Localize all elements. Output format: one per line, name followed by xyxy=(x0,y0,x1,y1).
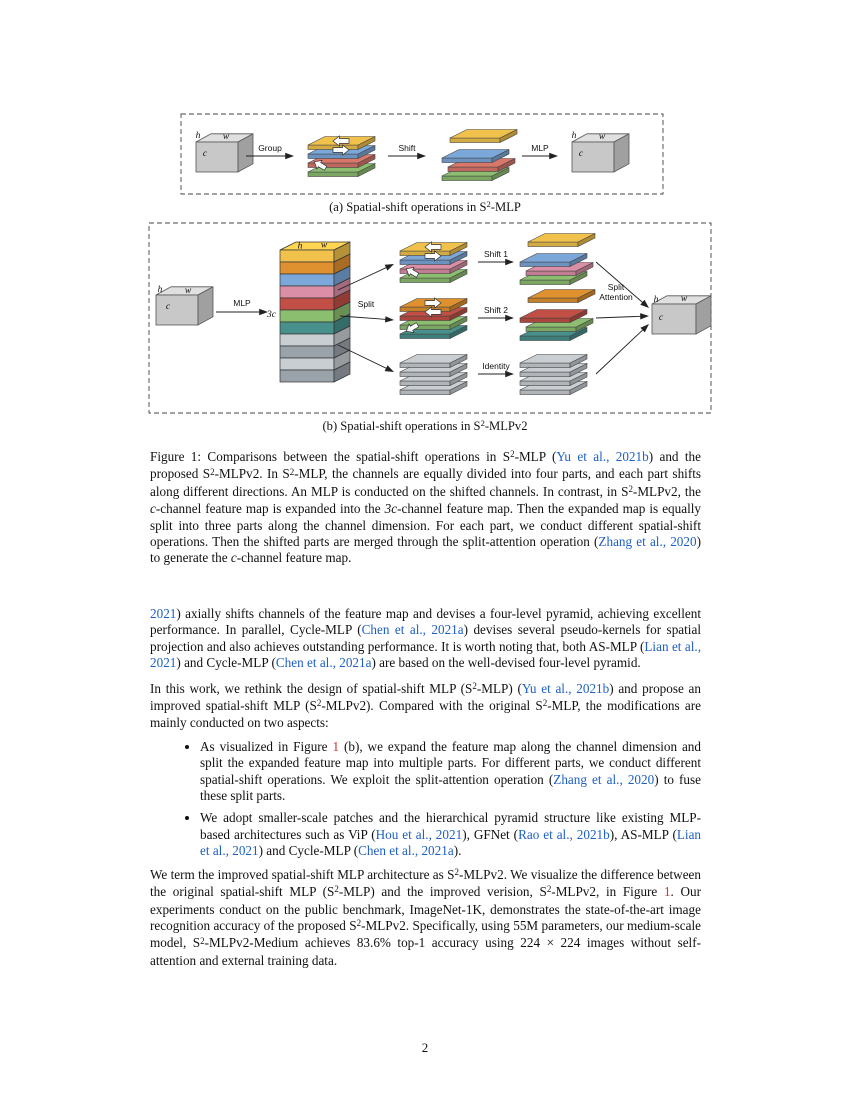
layer-front xyxy=(520,390,570,395)
text-segment: 3c xyxy=(384,501,398,517)
citation-link[interactable]: Zhang et al., 2020 xyxy=(598,534,697,550)
flow-arrow-head xyxy=(640,313,649,319)
text-segment: We adopt smaller-scale patches and the hierarchical pyramid structure like existing MLP-based architectures such as ViP ( xyxy=(200,810,701,842)
citation-link[interactable]: Zhang et al., 2020 xyxy=(553,771,655,787)
text-segment: -MLPv2. We visualize the difference between the original spatial-shift MLP (S xyxy=(150,866,701,900)
text-segment: Figure 1: Comparisons between the spatial-shift operations in S xyxy=(150,449,511,464)
layer-front xyxy=(308,154,358,159)
text-segment: 2 xyxy=(356,918,362,929)
flow-arrow-head xyxy=(505,371,514,377)
dim-label-c: c xyxy=(578,149,584,159)
dim-label-w: w xyxy=(598,132,606,142)
dim-label-w: w xyxy=(222,132,230,142)
bullet-item xyxy=(200,739,701,805)
text-segment: -MLPv2). Compared with the original S xyxy=(321,698,543,714)
text-segment: 2 xyxy=(316,698,322,709)
text-segment: 2 xyxy=(510,449,515,460)
bullet-list xyxy=(150,739,701,860)
flow-arrow-head xyxy=(385,365,394,372)
citation-link[interactable]: Chen et al., 2021a xyxy=(358,843,454,859)
citation-link[interactable]: Yu et al., 2021b xyxy=(556,449,649,464)
figb-shapes xyxy=(156,234,711,395)
group-arrow-label: Group xyxy=(258,143,282,153)
text-segment: ). xyxy=(453,843,462,859)
text-segment: c xyxy=(230,550,237,566)
text-segment: (b), we expand the feature map along the channel dimension and split the expanded feature map into multiple parts. For different parts, we conduct different spatial-shift operations. We exploit the split-attention operation ( xyxy=(200,738,701,787)
subfigure-b-diagram xyxy=(148,220,716,416)
shift1-arrow-label: Shift 1 xyxy=(483,249,509,259)
mlp-arrow-label: MLP xyxy=(531,143,549,153)
layer-front xyxy=(400,278,450,283)
text-segment: -MLPv2, the xyxy=(632,483,701,499)
dim-label-h: h xyxy=(195,131,201,141)
text-segment: In this work, we rethink the design of spatial-shift MLP (S xyxy=(150,680,473,696)
text-segment: -MLPv2-Medium achieves 83.6% top-1 accuracy using 224 × 224 images without self-attention and external training data. xyxy=(150,935,702,968)
layer-front xyxy=(400,334,450,339)
paragraph xyxy=(150,867,701,969)
stack-layer-front xyxy=(280,310,334,322)
text-segment: (b) Spatial-shift operations in S xyxy=(322,419,481,433)
layer-front xyxy=(520,372,570,377)
stack-layer-front xyxy=(280,298,334,310)
text-segment: . Our experiments conduct on the public benchmark, ImageNet-1K, demonstrates the state-of-the-art image recognition accuracy of the proposed S xyxy=(150,884,701,933)
paragraph xyxy=(150,606,701,672)
text-segment: 2 xyxy=(334,884,339,895)
text-segment: -MLPv2 xyxy=(484,419,528,433)
dim-label-c: c xyxy=(202,149,208,159)
layer-front xyxy=(520,336,570,341)
text-segment: 2 xyxy=(289,466,295,477)
citation-link[interactable]: Rao et al., 2021b xyxy=(518,826,610,842)
figure-reference-link[interactable]: 1 xyxy=(663,884,671,900)
text-segment: ) and Cycle-MLP ( xyxy=(176,655,276,671)
text-segment: ) to generate the xyxy=(150,534,701,566)
citation-link[interactable]: Chen et al., 2021a xyxy=(275,655,372,671)
stack-layer-front xyxy=(280,358,334,370)
layer-front xyxy=(528,298,578,303)
citation-link[interactable]: Chen et al., 2021a xyxy=(361,622,464,638)
split-arrow-label: Split xyxy=(357,299,375,309)
text-segment: -MLP xyxy=(490,200,521,214)
dim-label-3c: 3c xyxy=(267,310,276,320)
dim-label-c: c xyxy=(165,302,171,312)
layer-front xyxy=(448,167,498,172)
figure-1-caption xyxy=(150,449,701,567)
page-number: 2 xyxy=(421,1040,429,1055)
text-segment: 2 xyxy=(200,935,205,946)
layer-front xyxy=(400,316,450,321)
split-attention-label-line1: Split xyxy=(607,282,625,292)
text-segment: ) and propose an improved spatial-shift MLP (S xyxy=(150,680,701,714)
citation-link[interactable]: 2021 xyxy=(150,606,177,621)
stack-layer-front xyxy=(280,286,334,298)
identity-arrow-label: Identity xyxy=(482,361,510,371)
text-segment: ) are based on the well-devised four-level pyramid. xyxy=(371,655,641,671)
text-segment: 2 xyxy=(472,680,477,691)
layer-front xyxy=(528,242,578,247)
text-segment: -MLP) ( xyxy=(476,680,522,696)
subfigure-a-diagram xyxy=(180,108,665,200)
flow-arrow-head xyxy=(417,153,426,159)
figa-shapes xyxy=(196,130,629,181)
text-segment: ) to fuse these split parts. xyxy=(200,771,702,804)
text-segment: ) axially shifts channels of the feature map and devises a four-level pyramid, achieving excellent performance. In parallel, Cycle-MLP ( xyxy=(150,606,701,638)
stack-layer-front xyxy=(280,250,334,262)
flow-arrow-head xyxy=(385,264,394,271)
stack-layer-front xyxy=(280,370,334,382)
mlp-arrow-label: MLP xyxy=(233,298,251,308)
dim-label-h: h xyxy=(297,241,303,252)
dim-label-w: w xyxy=(184,286,192,296)
layer-front xyxy=(526,271,576,276)
layer-front xyxy=(400,307,450,312)
subfigure-b-caption xyxy=(150,419,700,434)
stack-layer-front xyxy=(280,274,334,286)
layer-front xyxy=(442,158,492,163)
text-segment: 2 xyxy=(454,866,459,877)
shift-arrow-label: Shift xyxy=(398,143,416,153)
text-segment: ), GFNet ( xyxy=(462,826,519,842)
paragraph xyxy=(150,681,701,732)
text-segment: -MLPv2. Specifically, using 55M parameters, our medium-scale model, S xyxy=(150,917,701,951)
flow-arrow-head xyxy=(385,316,394,322)
text-segment: ) and Cycle-MLP ( xyxy=(258,843,359,859)
layer-front xyxy=(520,381,570,386)
text-segment: ), AS-MLP ( xyxy=(609,826,677,842)
text-segment: -MLP, the channels are equally divided into four parts, and each part shifts along different directions. An MLP is conducted on the shifted channels. In contrast, in S xyxy=(150,466,702,499)
layer-front xyxy=(400,381,450,386)
subfigure-a-caption xyxy=(150,200,700,215)
text-segment: 2 xyxy=(628,484,633,495)
text-segment: 2 xyxy=(480,418,485,429)
layer-front xyxy=(520,363,570,368)
dim-label-w: w xyxy=(680,294,688,304)
layer-front xyxy=(308,172,358,177)
flow-arrow-head xyxy=(505,315,514,321)
text-segment: We term the improved spatial-shift MLP architecture as S xyxy=(150,866,455,882)
dim-label-c: c xyxy=(658,313,664,323)
dim-label-w: w xyxy=(320,240,328,251)
stack-layer-front xyxy=(280,322,334,334)
text-segment: (a) Spatial-shift operations in S xyxy=(329,200,487,214)
flow-arrow-head xyxy=(285,153,294,159)
text-segment: -MLPv2, in Figure xyxy=(551,884,664,900)
shift2-arrow-label: Shift 2 xyxy=(483,305,509,315)
flow-arrow-head xyxy=(549,153,558,159)
text-segment: -MLP ( xyxy=(514,449,557,464)
layer-front xyxy=(400,363,450,368)
text-segment: c xyxy=(150,501,156,517)
citation-link[interactable]: Lian et al., 2021 xyxy=(150,638,701,671)
text-segment: -MLP) and the improved verision, S xyxy=(338,884,547,900)
flow-arrow-line xyxy=(596,328,645,374)
figure-reference-link[interactable]: 1 xyxy=(332,738,340,754)
flow-arrow-head xyxy=(505,259,514,265)
text-segment: -channel feature map is expanded into the xyxy=(155,501,385,517)
layer-front xyxy=(450,138,500,143)
split-attention-label-line2: Attention xyxy=(599,292,633,302)
text-segment: 2 xyxy=(486,199,491,210)
layer-front xyxy=(520,262,570,267)
layer-front xyxy=(400,372,450,377)
text-segment: ) and the proposed S xyxy=(150,449,701,482)
stack-layer-front xyxy=(280,334,334,346)
text-segment: 2 xyxy=(542,698,548,709)
bullet-item xyxy=(200,810,701,859)
stack-layer-front xyxy=(280,262,334,274)
citation-link[interactable]: Yu et al., 2021b xyxy=(521,680,610,696)
text-segment: 2 xyxy=(546,884,552,895)
dim-label-h: h xyxy=(571,131,577,141)
cube-front-face xyxy=(156,295,198,325)
text-segment: ) devises several pseudo-kernels for spatial projection and also achieves outstanding performance. It is worth noting that, both AS-MLP ( xyxy=(150,622,701,654)
layer-front xyxy=(520,280,570,285)
body-column xyxy=(150,606,701,969)
layer-front xyxy=(400,260,450,265)
dim-label-h: h xyxy=(653,295,659,305)
text-segment: -channel feature map. Then the expanded map is equally split into three parts along the channel dimension. For each part, we conduct different spatial-shift operations. Then the shifted parts are merged through the split-attention operation ( xyxy=(150,501,702,550)
text-segment: -channel feature map. xyxy=(236,550,352,566)
citation-link[interactable]: Hou et al., 2021 xyxy=(375,826,463,842)
text-segment: -MLP, the modifications are mainly conducted on two aspects: xyxy=(150,698,701,731)
text-segment: 2 xyxy=(210,466,215,477)
layer-front xyxy=(520,318,570,323)
citation-link[interactable]: Lian et al., 2021 xyxy=(200,826,702,859)
layer-front xyxy=(400,390,450,395)
dim-label-h: h xyxy=(157,285,163,295)
layer-front xyxy=(442,176,492,181)
stack-layer-front xyxy=(280,346,334,358)
text-segment: -MLPv2. In S xyxy=(214,466,290,482)
layer-front xyxy=(526,327,576,332)
text-segment: As visualized in Figure xyxy=(200,738,333,754)
flow-arrow-line xyxy=(596,316,644,318)
